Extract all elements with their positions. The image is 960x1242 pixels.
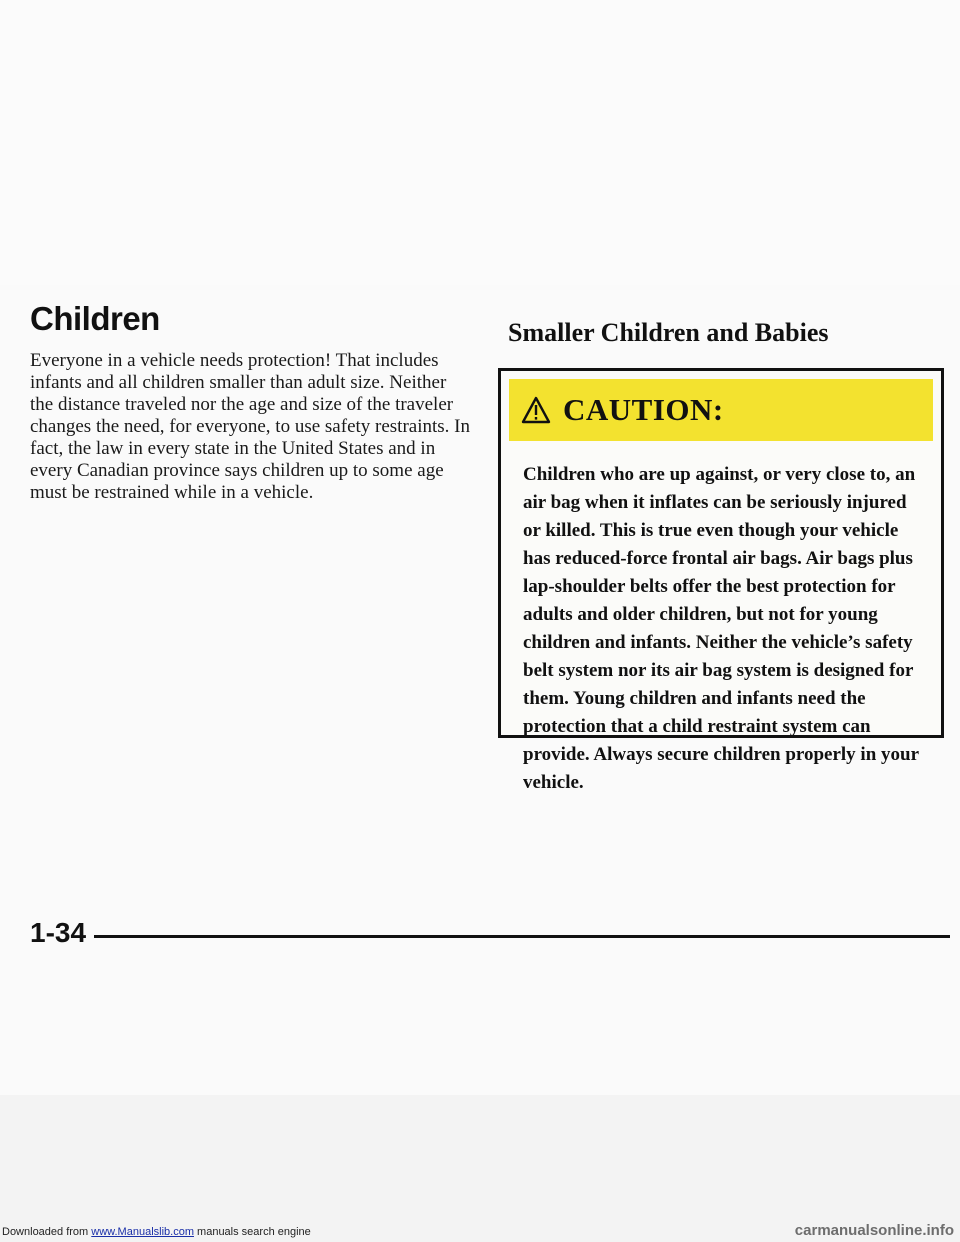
top-margin: [0, 0, 960, 285]
download-prefix: Downloaded from: [2, 1226, 92, 1238]
download-suffix: manuals search engine: [193, 1226, 311, 1238]
children-section: [30, 300, 470, 504]
caution-banner: [509, 379, 933, 441]
children-paragraph: Everyone in a vehicle needs protection! That includes infants and all children smaller than adult size. Neither the distance traveled nor the age and size of the traveler changes the need, for everyone, to use safety restraints. In fact, the law in every state in the United States and in every Canadian province says children up to some age must be restrained while in a vehicle.: [30, 350, 470, 503]
bottom-margin: [0, 1095, 960, 1242]
section-heading-children: Children: [30, 300, 160, 337]
page-number: 1-34: [30, 917, 87, 948]
caution-text: Children who are up against, or very close to, an air bag when it inflates can be seriously injured or killed. This is true even though your vehicle has reduced-force frontal air bags. Air bags plus lap-shoulder belts offer the best protection for adults and older children, but not for young children and infants. Neither the vehicle’s safety belt system nor its air bag system is designed for them. Young children and infants need the protection that a child restraint system can provide. Always secure children properly in your vehicle.: [523, 464, 919, 793]
watermark: carmanualsonline.info: [794, 1222, 954, 1239]
caution-label: CAUTION:: [563, 392, 724, 427]
manualslib-link[interactable]: www.Manualslib.com: [91, 1226, 194, 1238]
smaller-children-section: [508, 318, 948, 362]
footer-rule: [94, 935, 950, 938]
warning-triangle-icon: [521, 396, 551, 424]
section-heading-smaller-children: Smaller Children and Babies: [508, 318, 829, 347]
caution-box: [498, 368, 944, 793]
